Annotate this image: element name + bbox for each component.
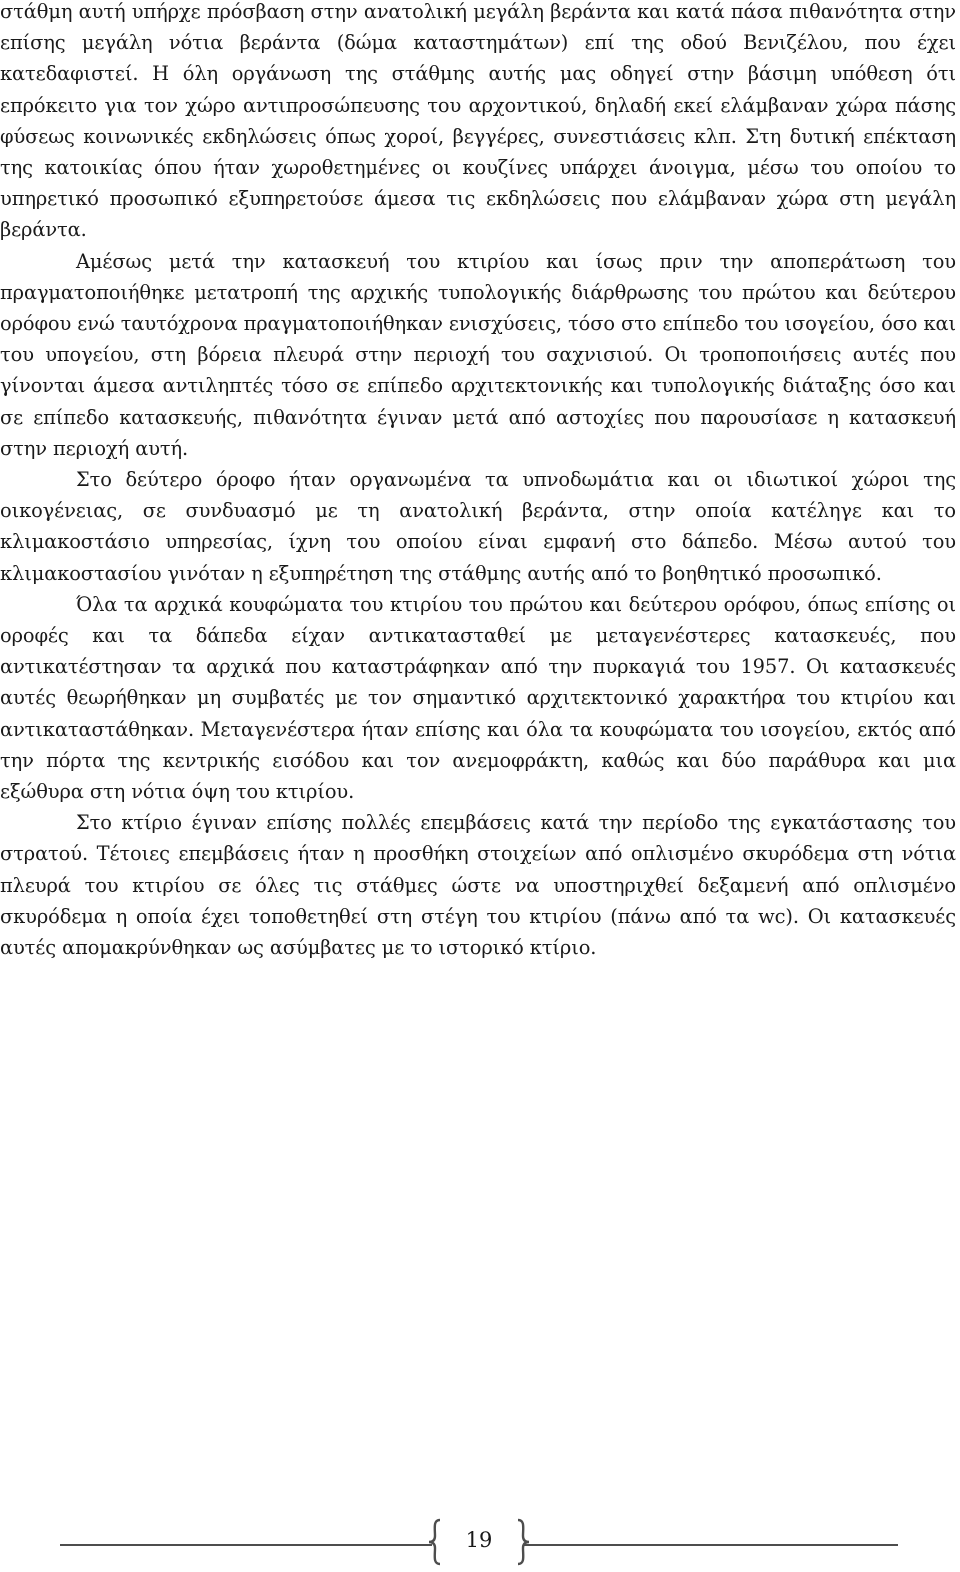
paragraph-4: Όλα τα αρχικά κουφώματα του κτιρίου του πρώτου και δεύτερου ορόφου, όπως επίσης οι οροφές και τα δάπεδα είχαν αντικατασταθεί με μεταγενέστερες κατασκευές, που αντικατέστησαν τα αρχικά που καταστράφηκαν από την πυρκαγιά του 1957. Οι κατασκευές αυτές θεωρήθηκαν μη συμβατές με τον σημαντικό αρχιτεκτονικό χαρακτήρα του κτιρίου και αντικαταστάθηκαν. Μεταγενέστερα ήταν επίσης και όλα τα κουφώματα του ισογείου, εκτός από την πόρτα της κεντρικής εισόδου και τον ανεμοφράκτη, καθώς και δύο παράθυρα και μια εξώθυρα στη νότια όψη του κτιρίου. [0, 592, 956, 804]
page-number: 19 [465, 1528, 493, 1552]
paragraph-3: Στο δεύτερο όροφο ήταν οργανωμένα τα υπνοδωμάτια και οι ιδιωτικοί χώροι της οικογένειας, σε συνδυασμό με τη ανατολική βεράντα, στην οποία κατέληγε και το κλιμακοστάσιο υπηρεσίας, ίχνη του οποίου είναι εμφανή στο δάπεδο. Μέσω αυτού του κλιμακοστασίου γινόταν η εξυπηρέτηση της στάθμης αυτής από το βοηθητικό προσωπικό. [0, 468, 956, 585]
page-footer [0, 1518, 960, 1572]
left-brace-icon [428, 1518, 442, 1566]
paragraph-1: στάθμη αυτή υπήρχε πρόσβαση στην ανατολική μεγάλη βεράντα και κατά πάσα πιθανότητα στην επίσης μεγάλη νότια βεράντα (δώμα καταστημάτων) επί της οδού Βενιζέλου, που έχει κατεδαφιστεί. Η όλη οργάνωση της στάθμης αυτής μας οδηγεί στην βάσιμη υπόθεση ότι επρόκειτο για τον χώρο αντιπροσώπευσης του αρχοντικού, δηλαδή εκεί ελάμβαναν χώρα πάσης φύσεως κοινωνικές εκδηλώσεις όπως χοροί, βεγγέρες, συνεστιάσεις κλπ. Στη δυτική επέκταση της κατοικίας όπου ήταν χωροθετημένες οι κουζίνες υπάρχει άνοιγμα, μέσω του οποίου το υπηρετικό προσωπικό εξυπηρετούσε άμεσα τις εκδηλώσεις που ελάμβαναν χώρα στη μεγάλη βεράντα. [0, 0, 956, 242]
paragraph-2: Αμέσως μετά την κατασκευή του κτιρίου και ίσως πριν την αποπεράτωση του πραγματοποιήθηκε μετατροπή της αρχικής τυπολογικής διάρθρωσης του πρώτου και δεύτερου ορόφου ενώ ταυτόχρονα πραγματοποιήθηκαν ενισχύσεις, τόσο στο επίπεδο του ισογείου, όσο και του υπογείου, στη βόρεια πλευρά στην περιοχή του σαχνισιού. Οι τροποποιήσεις αυτές που γίνονται άμεσα αντιληπτές τόσο σε επίπεδο αρχιτεκτονικής και τυπολογικής διάταξης όσο και σε επίπεδο κατασκευής, πιθανότητα έγιναν μετά από αστοχίες που παρουσίασε η κατασκευή στην περιοχή αυτή. [0, 249, 956, 460]
right-brace-icon [516, 1518, 530, 1566]
footer-rule-right [524, 1544, 898, 1546]
paragraph-5: Στο κτίριο έγιναν επίσης πολλές επεμβάσεις κατά την περίοδο της εγκατάστασης του στρατού. Τέτοιες επεμβάσεις ήταν η προσθήκη στοιχείων από οπλισμένο σκυρόδεμα στη νότια πλευρά του κτιρίου σε όλες τις στάθμες ώστε να υποστηριχθεί δεξαμενή από οπλισμένο σκυρόδεμα η οποία έχει τοποθετηθεί στη στέγη του κτιρίου (πάνω από τα wc). Οι κατασκευές αυτές απομακρύνθηκαν ως ασύμβατες με το ιστορικό κτίριο. [0, 811, 956, 960]
footer-rule-left [60, 1544, 432, 1546]
